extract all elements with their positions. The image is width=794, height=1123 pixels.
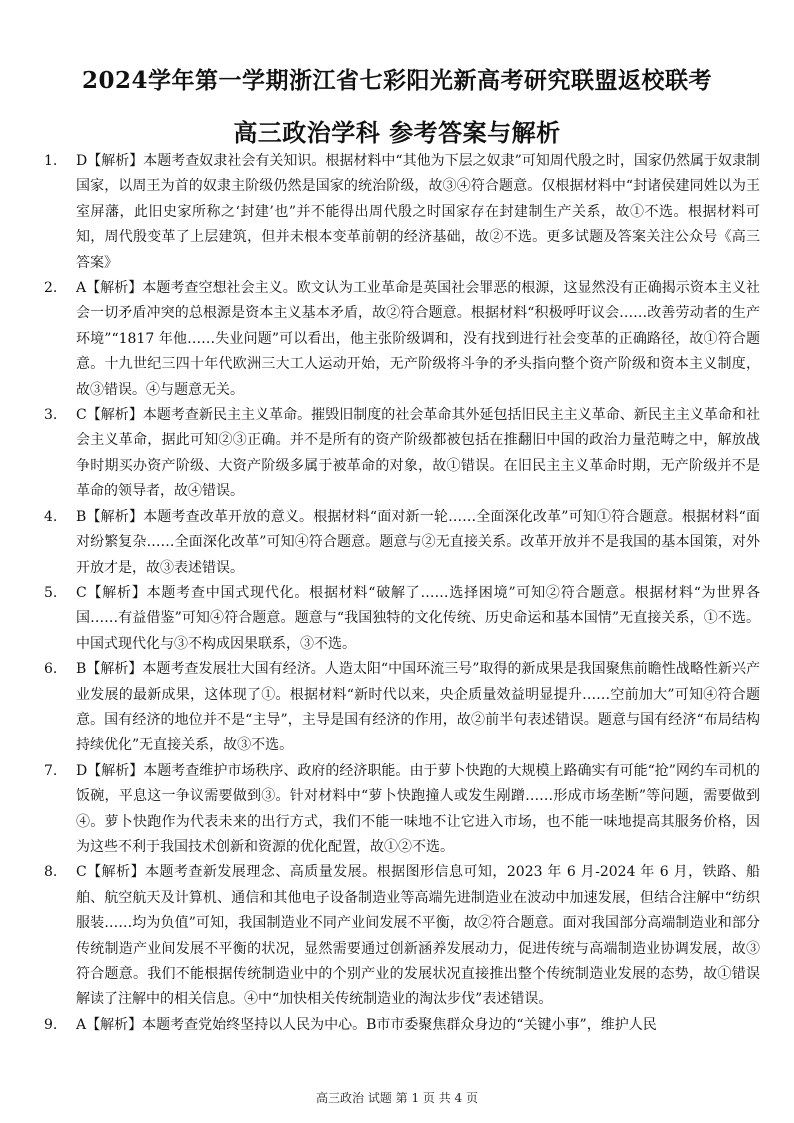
item-text: D【解析】本题考查维护市场秩序、政府的经济职能。由于萝卜快跑的大规模上路确实有可能“抢”网约车司机的饭碗，平息这一争议需要做到③。针对材料中“萝卜快跑撞人或发生剐蹭……形成市场垄断”等问题，需要做到④。萝卜快跑作为代表未来的出行方式，我们不能一味地不让它进入市场，也不能一味地提高其服务价格，因为这些不利于我国技术创新和资源的优化配置，故①②不选。 <box>76 762 760 855</box>
item-number: 7. <box>44 762 58 779</box>
answer-item <box>44 1013 760 1038</box>
answer-item <box>44 657 760 759</box>
item-number: 4. <box>44 508 58 525</box>
answer-item <box>44 860 760 1012</box>
item-number: 9. <box>44 1016 58 1033</box>
item-number: 6. <box>44 661 58 678</box>
answer-item <box>44 276 760 403</box>
item-text: D【解析】本题考查奴隶社会有关知识。根据材料中“其他为下层之奴隶”可知周代殷之时，国家仍然属于奴隶制国家，以周王为首的奴隶主阶级仍然是国家的统治阶级，故③④符合题意。仅根据材料中“封诸侯建同姓以为王室屏藩，此旧史家所称之‘封建’也”并不能得出周代殷之时国家存在封建制生产关系，故①不选。根据材料可知，周代殷变革了上层建筑，但并未根本变革前朝的经济基础，故②不选。更多试题及答案关注公众号《高三答案》 <box>76 153 760 271</box>
item-number: 3. <box>44 407 58 424</box>
answer-item <box>44 581 760 657</box>
item-number: 2. <box>44 280 58 297</box>
item-number: 5. <box>44 584 58 601</box>
answer-item <box>44 403 760 505</box>
item-text: B【解析】本题考查改革开放的意义。根据材料“面对新一轮……全面深化改革”可知①符合题意。根据材料“面对纷繁复杂……全面深化改革”可知④符合题意。题意与②无直接关系。改革开放并不是我国的基本国策，对外开放才是，故③表述错误。 <box>76 508 760 576</box>
item-text: A【解析】本题考查空想社会主义。欧文认为工业革命是英国社会罪恶的根源，这显然没有正确揭示资本主义社会一切矛盾冲突的总根源是资本主义基本矛盾，故②符合题意。根据材料“积极呼吁议会……改善劳动者的生产环境”“1817 年他……失业问题”可以看出，他主张阶级调和，没有找到进行社会变革的正确路径，故①符合题意。十九世纪三四十年代欧洲三大工人运动开始，无产阶级将斗争的矛头指向整个资产阶级和资本主义制度，故③错误。④与题意无关。 <box>76 280 760 398</box>
answer-list <box>44 149 760 1038</box>
item-number: 8. <box>44 864 58 881</box>
item-text: C【解析】本题考查新民主主义革命。摧毁旧制度的社会革命其外延包括旧民主主义革命、新民主主义革命和社会主义革命，据此可知②③正确。并不是所有的资产阶级都被包括在推翻旧中国的政治力量范畴之中，解放战争时期买办资产阶级、大资产阶级多属于被革命的对象，故①错误。在旧民主主义革命时期，无产阶级并不是革命的领导者，故④错误。 <box>76 407 760 500</box>
item-text: C【解析】本题考查新发展理念、高质量发展。根据图形信息可知，2023 年 6 月-2024 年 6 月，铁路、船舶、航空航天及计算机、通信和其他电子设备制造业等高端先进制造业在波动中加速发展，但结合注解中“纺织服装……均为负值”可知，我国制造业不同产业间发展不平衡，故②符合题意。面对我国部分高端制造业和部分传统制造产业间发展不平衡的状况，显然需要通过创新涵养发展动力，促进传统与高端制造业协调发展，故③符合题意。我们不能根据传统制造业中的个别产业的发展状况直接推出整个传统制造业发展的态势，故①错误解读了注解中的相关信息。④中“加快相关传统制造业的淘汰步伐”表述错误。 <box>76 864 760 1008</box>
item-text: C【解析】本题考查中国式现代化。根据材料“破解了……选择困境”可知②符合题意。根据材料“为世界各国……有益借鉴”可知④符合题意。题意与“我国独特的文化传统、历史命运和基本国情”无直接关系，①不选。中国式现代化与③不构成因果联系，③不选。 <box>76 584 760 652</box>
page-subtitle: 高三政治学科 参考答案与解析 <box>233 118 561 147</box>
answer-item <box>44 505 760 581</box>
answer-item <box>44 149 760 276</box>
answer-item <box>44 759 760 861</box>
page-footer: 高三政治 试题 第 1 页 共 4 页 <box>316 1091 478 1105</box>
item-text: A【解析】本题考查党始终坚持以人民为中心。B市市委聚焦群众身边的“关键小事”，维护人民 <box>76 1016 657 1033</box>
page-title: 2024学年第一学期浙江省七彩阳光新高考研究联盟返校联考 <box>81 67 712 94</box>
item-text: B【解析】本题考查发展壮大国有经济。人造太阳“中国环流三号”取得的新成果是我国聚焦前瞻性战略性新兴产业发展的最新成果，这体现了①。根据材料“新时代以来，央企质量效益明显提升……空前加大”可知④符合题意。国有经济的地位并不是“主导”，主导是国有经济的作用，故②前半句表述错误。题意与国有经济“布局结构持续优化”无直接关系，故③不选。 <box>76 661 760 754</box>
item-number: 1. <box>44 153 58 169</box>
